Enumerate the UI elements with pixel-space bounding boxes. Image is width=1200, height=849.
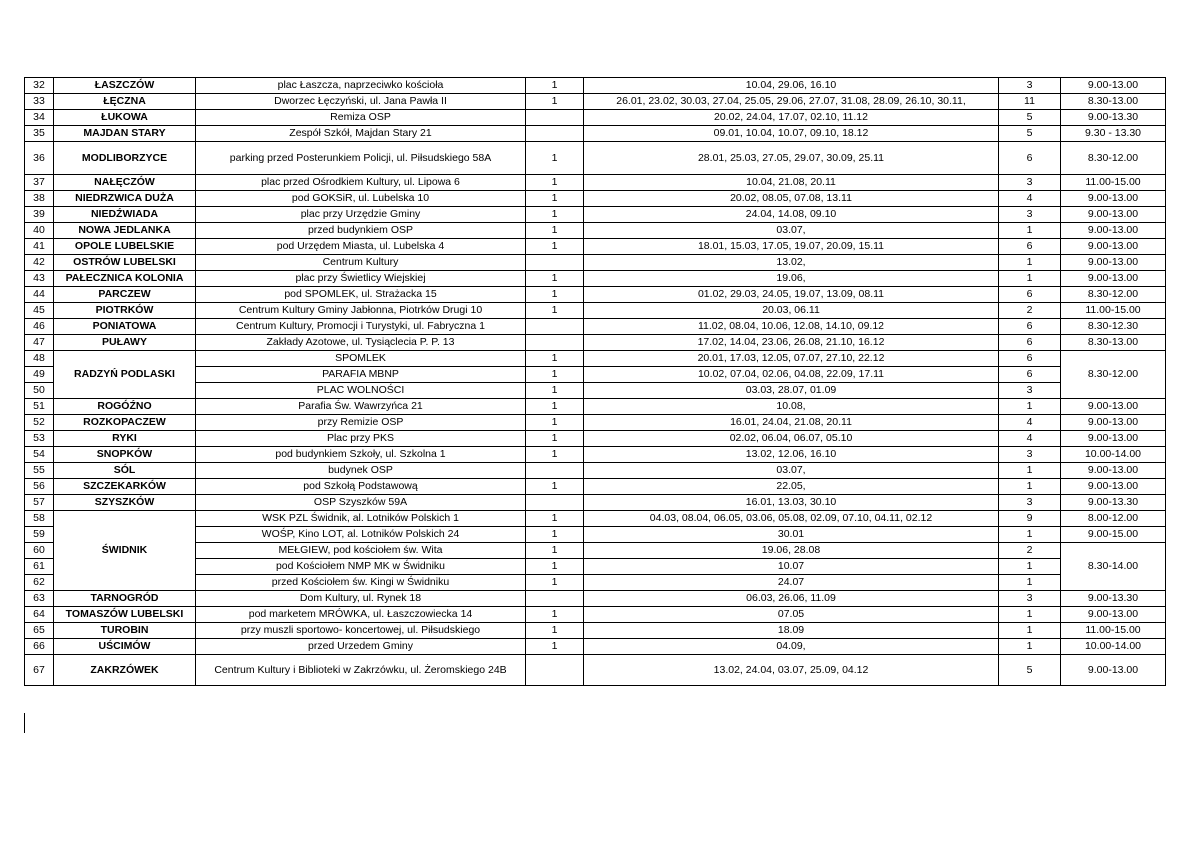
dates-count: 6	[999, 335, 1061, 351]
collection-place: Dom Kultury, ul. Rynek 18	[196, 591, 526, 607]
collection-place: SPOMLEK	[196, 351, 526, 367]
flag-value	[526, 255, 584, 271]
collection-place: PARAFIA MBNP	[196, 367, 526, 383]
dates-count: 1	[999, 607, 1061, 623]
table-row	[25, 559, 1166, 575]
location-name: NAŁĘCZÓW	[54, 175, 196, 191]
table-row	[25, 367, 1166, 383]
collection-place: przy muszli sportowo- koncertowej, ul. Piłsudskiego	[196, 623, 526, 639]
row-number: 36	[25, 142, 54, 175]
row-number: 32	[25, 78, 54, 94]
dates-count: 6	[999, 367, 1061, 383]
collection-place: WSK PZL Świdnik, al. Lotników Polskich 1	[196, 511, 526, 527]
collection-hours: 9.00-13.30	[1061, 591, 1166, 607]
location-name: TUROBIN	[54, 623, 196, 639]
collection-dates: 10.04, 29.06, 16.10	[584, 78, 999, 94]
table-row	[25, 175, 1166, 191]
row-number: 61	[25, 559, 54, 575]
row-number: 39	[25, 207, 54, 223]
table-row	[25, 271, 1166, 287]
location-name: SZCZEKARKÓW	[54, 479, 196, 495]
collection-dates: 24.04, 14.08, 09.10	[584, 207, 999, 223]
table-row	[25, 399, 1166, 415]
location-name: UŚCIMÓW	[54, 639, 196, 655]
flag-value	[526, 110, 584, 126]
flag-value: 1	[526, 351, 584, 367]
dates-count: 1	[999, 527, 1061, 543]
location-name: TARNOGRÓD	[54, 591, 196, 607]
row-number: 59	[25, 527, 54, 543]
collection-hours: 9.00-13.00	[1061, 479, 1166, 495]
table-row	[25, 575, 1166, 591]
table-row	[25, 431, 1166, 447]
flag-value: 1	[526, 559, 584, 575]
table-row	[25, 126, 1166, 142]
dates-count: 2	[999, 303, 1061, 319]
collection-place: plac przed Ośrodkiem Kultury, ul. Lipowa 6	[196, 175, 526, 191]
flag-value	[526, 655, 584, 686]
collection-place: Centrum Kultury, Promocji i Turystyki, ul. Fabryczna 1	[196, 319, 526, 335]
row-number: 57	[25, 495, 54, 511]
collection-place: plac przy Świetlicy Wiejskiej	[196, 271, 526, 287]
collection-hours: 9.00-15.00	[1061, 527, 1166, 543]
table-row	[25, 78, 1166, 94]
flag-value	[526, 463, 584, 479]
row-number: 51	[25, 399, 54, 415]
table-row	[25, 239, 1166, 255]
collection-place: pod Urzędem Miasta, ul. Lubelska 4	[196, 239, 526, 255]
location-name: PONIATOWA	[54, 319, 196, 335]
table-row	[25, 223, 1166, 239]
collection-place: OSP Szyszków 59A	[196, 495, 526, 511]
row-number: 60	[25, 543, 54, 559]
flag-value: 1	[526, 431, 584, 447]
location-name: MODLIBORZYCE	[54, 142, 196, 175]
dates-count: 1	[999, 575, 1061, 591]
page-edge-line	[24, 713, 25, 733]
flag-value: 1	[526, 543, 584, 559]
collection-dates: 22.05,	[584, 479, 999, 495]
table-row	[25, 303, 1166, 319]
collection-dates: 13.02,	[584, 255, 999, 271]
location-name: PAŁECZNICA KOLONIA	[54, 271, 196, 287]
dates-count: 6	[999, 319, 1061, 335]
flag-value: 1	[526, 623, 584, 639]
collection-hours: 9.00-13.00	[1061, 463, 1166, 479]
collection-dates: 01.02, 29.03, 24.05, 19.07, 13.09, 08.11	[584, 287, 999, 303]
collection-dates: 10.07	[584, 559, 999, 575]
collection-dates: 18.09	[584, 623, 999, 639]
flag-value	[526, 126, 584, 142]
collection-hours: 9.00-13.00	[1061, 607, 1166, 623]
flag-value: 1	[526, 303, 584, 319]
dates-count: 11	[999, 94, 1061, 110]
dates-count: 4	[999, 415, 1061, 431]
collection-dates: 03.03, 28.07, 01.09	[584, 383, 999, 399]
flag-value	[526, 335, 584, 351]
flag-value: 1	[526, 94, 584, 110]
dates-count: 6	[999, 287, 1061, 303]
collection-dates: 02.02, 06.04, 06.07, 05.10	[584, 431, 999, 447]
schedule-sheet	[24, 77, 1166, 686]
collection-hours: 8.30-14.00	[1061, 543, 1166, 591]
collection-dates: 03.07,	[584, 223, 999, 239]
collection-place: plac przy Urzędzie Gminy	[196, 207, 526, 223]
collection-dates: 20.02, 24.04, 17.07, 02.10, 11.12	[584, 110, 999, 126]
location-name: NOWA JEDLANKA	[54, 223, 196, 239]
collection-hours: 9.30 - 13.30	[1061, 126, 1166, 142]
table-row	[25, 319, 1166, 335]
schedule-table	[24, 77, 1166, 686]
collection-dates: 20.03, 06.11	[584, 303, 999, 319]
collection-dates: 10.04, 21.08, 20.11	[584, 175, 999, 191]
row-number: 35	[25, 126, 54, 142]
flag-value: 1	[526, 607, 584, 623]
row-number: 52	[25, 415, 54, 431]
location-name: ŁUKOWA	[54, 110, 196, 126]
collection-place: Dworzec Łęczyński, ul. Jana Pawła II	[196, 94, 526, 110]
row-number: 40	[25, 223, 54, 239]
collection-dates: 09.01, 10.04, 10.07, 09.10, 18.12	[584, 126, 999, 142]
collection-place: budynek OSP	[196, 463, 526, 479]
table-row	[25, 655, 1166, 686]
table-row	[25, 495, 1166, 511]
collection-dates: 19.06,	[584, 271, 999, 287]
table-row	[25, 623, 1166, 639]
flag-value: 1	[526, 367, 584, 383]
collection-place: Parafia Św. Wawrzyńca 21	[196, 399, 526, 415]
row-number: 49	[25, 367, 54, 383]
collection-dates: 13.02, 24.04, 03.07, 25.09, 04.12	[584, 655, 999, 686]
location-name: RADZYŃ PODLASKI	[54, 351, 196, 399]
collection-place: PLAC WOLNOŚCI	[196, 383, 526, 399]
collection-dates: 18.01, 15.03, 17.05, 19.07, 20.09, 15.11	[584, 239, 999, 255]
flag-value: 1	[526, 239, 584, 255]
collection-hours: 9.00-13.00	[1061, 207, 1166, 223]
collection-hours: 9.00-13.00	[1061, 655, 1166, 686]
collection-dates: 30.01	[584, 527, 999, 543]
flag-value: 1	[526, 415, 584, 431]
collection-place: WOŚP, Kino LOT, al. Lotników Polskich 24	[196, 527, 526, 543]
location-name: MAJDAN STARY	[54, 126, 196, 142]
collection-hours: 10.00-14.00	[1061, 447, 1166, 463]
table-row	[25, 591, 1166, 607]
dates-count: 1	[999, 463, 1061, 479]
location-name: ZAKRZÓWEK	[54, 655, 196, 686]
collection-hours: 9.00-13.30	[1061, 110, 1166, 126]
collection-dates: 16.01, 13.03, 30.10	[584, 495, 999, 511]
collection-dates: 28.01, 25.03, 27.05, 29.07, 30.09, 25.11	[584, 142, 999, 175]
dates-count: 6	[999, 142, 1061, 175]
dates-count: 3	[999, 447, 1061, 463]
flag-value: 1	[526, 511, 584, 527]
collection-hours: 9.00-13.00	[1061, 415, 1166, 431]
collection-dates: 16.01, 24.04, 21.08, 20.11	[584, 415, 999, 431]
location-name: PUŁAWY	[54, 335, 196, 351]
row-number: 44	[25, 287, 54, 303]
location-name: SZYSZKÓW	[54, 495, 196, 511]
row-number: 48	[25, 351, 54, 367]
flag-value: 1	[526, 271, 584, 287]
table-row	[25, 255, 1166, 271]
table-row	[25, 511, 1166, 527]
row-number: 54	[25, 447, 54, 463]
collection-hours: 9.00-13.00	[1061, 239, 1166, 255]
row-number: 55	[25, 463, 54, 479]
dates-count: 1	[999, 559, 1061, 575]
dates-count: 1	[999, 639, 1061, 655]
collection-hours: 9.00-13.30	[1061, 495, 1166, 511]
dates-count: 6	[999, 239, 1061, 255]
collection-dates: 20.02, 08.05, 07.08, 13.11	[584, 191, 999, 207]
collection-place: pod SPOMLEK, ul. Strażacka 15	[196, 287, 526, 303]
row-number: 34	[25, 110, 54, 126]
flag-value: 1	[526, 527, 584, 543]
collection-place: przed Urzedem Gminy	[196, 639, 526, 655]
collection-place: parking przed Posterunkiem Policji, ul. Piłsudskiego 58A	[196, 142, 526, 175]
collection-dates: 04.09,	[584, 639, 999, 655]
table-row	[25, 142, 1166, 175]
table-row	[25, 463, 1166, 479]
collection-place: pod GOKSiR, ul. Lubelska 10	[196, 191, 526, 207]
collection-place: Centrum Kultury	[196, 255, 526, 271]
location-name: NIEDŹWIADA	[54, 207, 196, 223]
dates-count: 3	[999, 383, 1061, 399]
collection-hours: 10.00-14.00	[1061, 639, 1166, 655]
collection-place: Zespół Szkół, Majdan Stary 21	[196, 126, 526, 142]
row-number: 65	[25, 623, 54, 639]
dates-count: 5	[999, 655, 1061, 686]
collection-place: Remiza OSP	[196, 110, 526, 126]
collection-dates: 03.07,	[584, 463, 999, 479]
table-row	[25, 543, 1166, 559]
flag-value: 1	[526, 639, 584, 655]
dates-count: 4	[999, 191, 1061, 207]
collection-dates: 11.02, 08.04, 10.06, 12.08, 14.10, 09.12	[584, 319, 999, 335]
flag-value: 1	[526, 78, 584, 94]
collection-place: pod marketem MRÓWKA, ul. Łaszczowiecka 14	[196, 607, 526, 623]
table-row	[25, 94, 1166, 110]
dates-count: 2	[999, 543, 1061, 559]
collection-place: pod Kościołem NMP MK w Świdniku	[196, 559, 526, 575]
flag-value: 1	[526, 207, 584, 223]
row-number: 62	[25, 575, 54, 591]
collection-place: Plac przy PKS	[196, 431, 526, 447]
location-name: ŚWIDNIK	[54, 511, 196, 591]
collection-hours: 9.00-13.00	[1061, 399, 1166, 415]
location-name: OPOLE LUBELSKIE	[54, 239, 196, 255]
collection-hours: 8.30-12.00	[1061, 142, 1166, 175]
collection-hours: 11.00-15.00	[1061, 623, 1166, 639]
row-number: 33	[25, 94, 54, 110]
collection-hours: 9.00-13.00	[1061, 78, 1166, 94]
dates-count: 1	[999, 255, 1061, 271]
location-name: TOMASZÓW LUBELSKI	[54, 607, 196, 623]
collection-dates: 19.06, 28.08	[584, 543, 999, 559]
collection-hours: 9.00-13.00	[1061, 271, 1166, 287]
collection-dates: 13.02, 12.06, 16.10	[584, 447, 999, 463]
table-row	[25, 383, 1166, 399]
location-name: PIOTRKÓW	[54, 303, 196, 319]
collection-place: plac Łaszcza, naprzeciwko kościoła	[196, 78, 526, 94]
collection-hours: 8.00-12.00	[1061, 511, 1166, 527]
row-number: 66	[25, 639, 54, 655]
row-number: 45	[25, 303, 54, 319]
location-name: ROZKOPACZEW	[54, 415, 196, 431]
collection-hours: 8.30-12.30	[1061, 319, 1166, 335]
table-row	[25, 479, 1166, 495]
flag-value	[526, 591, 584, 607]
location-name: ROGÓŹNO	[54, 399, 196, 415]
table-row	[25, 639, 1166, 655]
location-name: PARCZEW	[54, 287, 196, 303]
dates-count: 3	[999, 78, 1061, 94]
table-row	[25, 191, 1166, 207]
collection-dates: 26.01, 23.02, 30.03, 27.04, 25.05, 29.06, 27.07, 31.08, 28.09, 26.10, 30.11,	[584, 94, 999, 110]
table-row	[25, 287, 1166, 303]
collection-place: pod budynkiem Szkoły, ul. Szkolna 1	[196, 447, 526, 463]
flag-value: 1	[526, 575, 584, 591]
collection-hours: 9.00-13.00	[1061, 223, 1166, 239]
dates-count: 5	[999, 126, 1061, 142]
collection-hours: 11.00-15.00	[1061, 303, 1166, 319]
dates-count: 3	[999, 175, 1061, 191]
collection-place: przed Kościołem św. Kingi w Świdniku	[196, 575, 526, 591]
location-name: ŁĘCZNA	[54, 94, 196, 110]
collection-place: MEŁGIEW, pod kościołem św. Wita	[196, 543, 526, 559]
table-row	[25, 607, 1166, 623]
flag-value: 1	[526, 479, 584, 495]
collection-dates: 04.03, 08.04, 06.05, 03.06, 05.08, 02.09, 07.10, 04.11, 02.12	[584, 511, 999, 527]
collection-hours: 8.30-12.00	[1061, 287, 1166, 303]
dates-count: 6	[999, 351, 1061, 367]
collection-hours: 8.30-13.00	[1061, 94, 1166, 110]
dates-count: 3	[999, 591, 1061, 607]
location-name: OSTRÓW LUBELSKI	[54, 255, 196, 271]
collection-dates: 17.02, 14.04, 23.06, 26.08, 21.10, 16.12	[584, 335, 999, 351]
flag-value: 1	[526, 175, 584, 191]
row-number: 50	[25, 383, 54, 399]
row-number: 64	[25, 607, 54, 623]
dates-count: 1	[999, 223, 1061, 239]
collection-place: przy Remizie OSP	[196, 415, 526, 431]
collection-hours: 9.00-13.00	[1061, 431, 1166, 447]
row-number: 37	[25, 175, 54, 191]
location-name: SÓL	[54, 463, 196, 479]
row-number: 42	[25, 255, 54, 271]
flag-value: 1	[526, 223, 584, 239]
row-number: 41	[25, 239, 54, 255]
row-number: 43	[25, 271, 54, 287]
flag-value	[526, 319, 584, 335]
row-number: 53	[25, 431, 54, 447]
row-number: 47	[25, 335, 54, 351]
row-number: 56	[25, 479, 54, 495]
location-name: RYKI	[54, 431, 196, 447]
collection-place: Zakłady Azotowe, ul. Tysiąclecia P. P. 13	[196, 335, 526, 351]
collection-place: Centrum Kultury i Biblioteki w Zakrzówku, ul. Żeromskiego 24B	[196, 655, 526, 686]
collection-dates: 07.05	[584, 607, 999, 623]
table-row	[25, 447, 1166, 463]
collection-hours: 9.00-13.00	[1061, 255, 1166, 271]
table-row	[25, 415, 1166, 431]
table-row	[25, 110, 1166, 126]
row-number: 63	[25, 591, 54, 607]
flag-value	[526, 495, 584, 511]
location-name: ŁASZCZÓW	[54, 78, 196, 94]
dates-count: 1	[999, 623, 1061, 639]
flag-value: 1	[526, 383, 584, 399]
collection-hours: 8.30-12.00	[1061, 351, 1166, 399]
collection-dates: 24.07	[584, 575, 999, 591]
table-row	[25, 351, 1166, 367]
collection-dates: 06.03, 26.06, 11.09	[584, 591, 999, 607]
table-row	[25, 335, 1166, 351]
row-number: 67	[25, 655, 54, 686]
row-number: 46	[25, 319, 54, 335]
row-number: 58	[25, 511, 54, 527]
flag-value: 1	[526, 191, 584, 207]
dates-count: 1	[999, 271, 1061, 287]
flag-value: 1	[526, 142, 584, 175]
flag-value: 1	[526, 399, 584, 415]
flag-value: 1	[526, 287, 584, 303]
dates-count: 3	[999, 495, 1061, 511]
collection-hours: 9.00-13.00	[1061, 191, 1166, 207]
collection-place: przed budynkiem OSP	[196, 223, 526, 239]
collection-hours: 11.00-15.00	[1061, 175, 1166, 191]
collection-dates: 10.08,	[584, 399, 999, 415]
flag-value: 1	[526, 447, 584, 463]
dates-count: 5	[999, 110, 1061, 126]
schedule-table-body	[25, 78, 1166, 686]
collection-place: Centrum Kultury Gminy Jabłonna, Piotrków Drugi 10	[196, 303, 526, 319]
location-name: SNOPKÓW	[54, 447, 196, 463]
dates-count: 1	[999, 399, 1061, 415]
collection-place: pod Szkołą Podstawową	[196, 479, 526, 495]
row-number: 38	[25, 191, 54, 207]
dates-count: 3	[999, 207, 1061, 223]
collection-hours: 8.30-13.00	[1061, 335, 1166, 351]
location-name: NIEDRZWICA DUŻA	[54, 191, 196, 207]
collection-dates: 20.01, 17.03, 12.05, 07.07, 27.10, 22.12	[584, 351, 999, 367]
dates-count: 9	[999, 511, 1061, 527]
dates-count: 1	[999, 479, 1061, 495]
table-row	[25, 207, 1166, 223]
dates-count: 4	[999, 431, 1061, 447]
table-row	[25, 527, 1166, 543]
collection-dates: 10.02, 07.04, 02.06, 04.08, 22.09, 17.11	[584, 367, 999, 383]
